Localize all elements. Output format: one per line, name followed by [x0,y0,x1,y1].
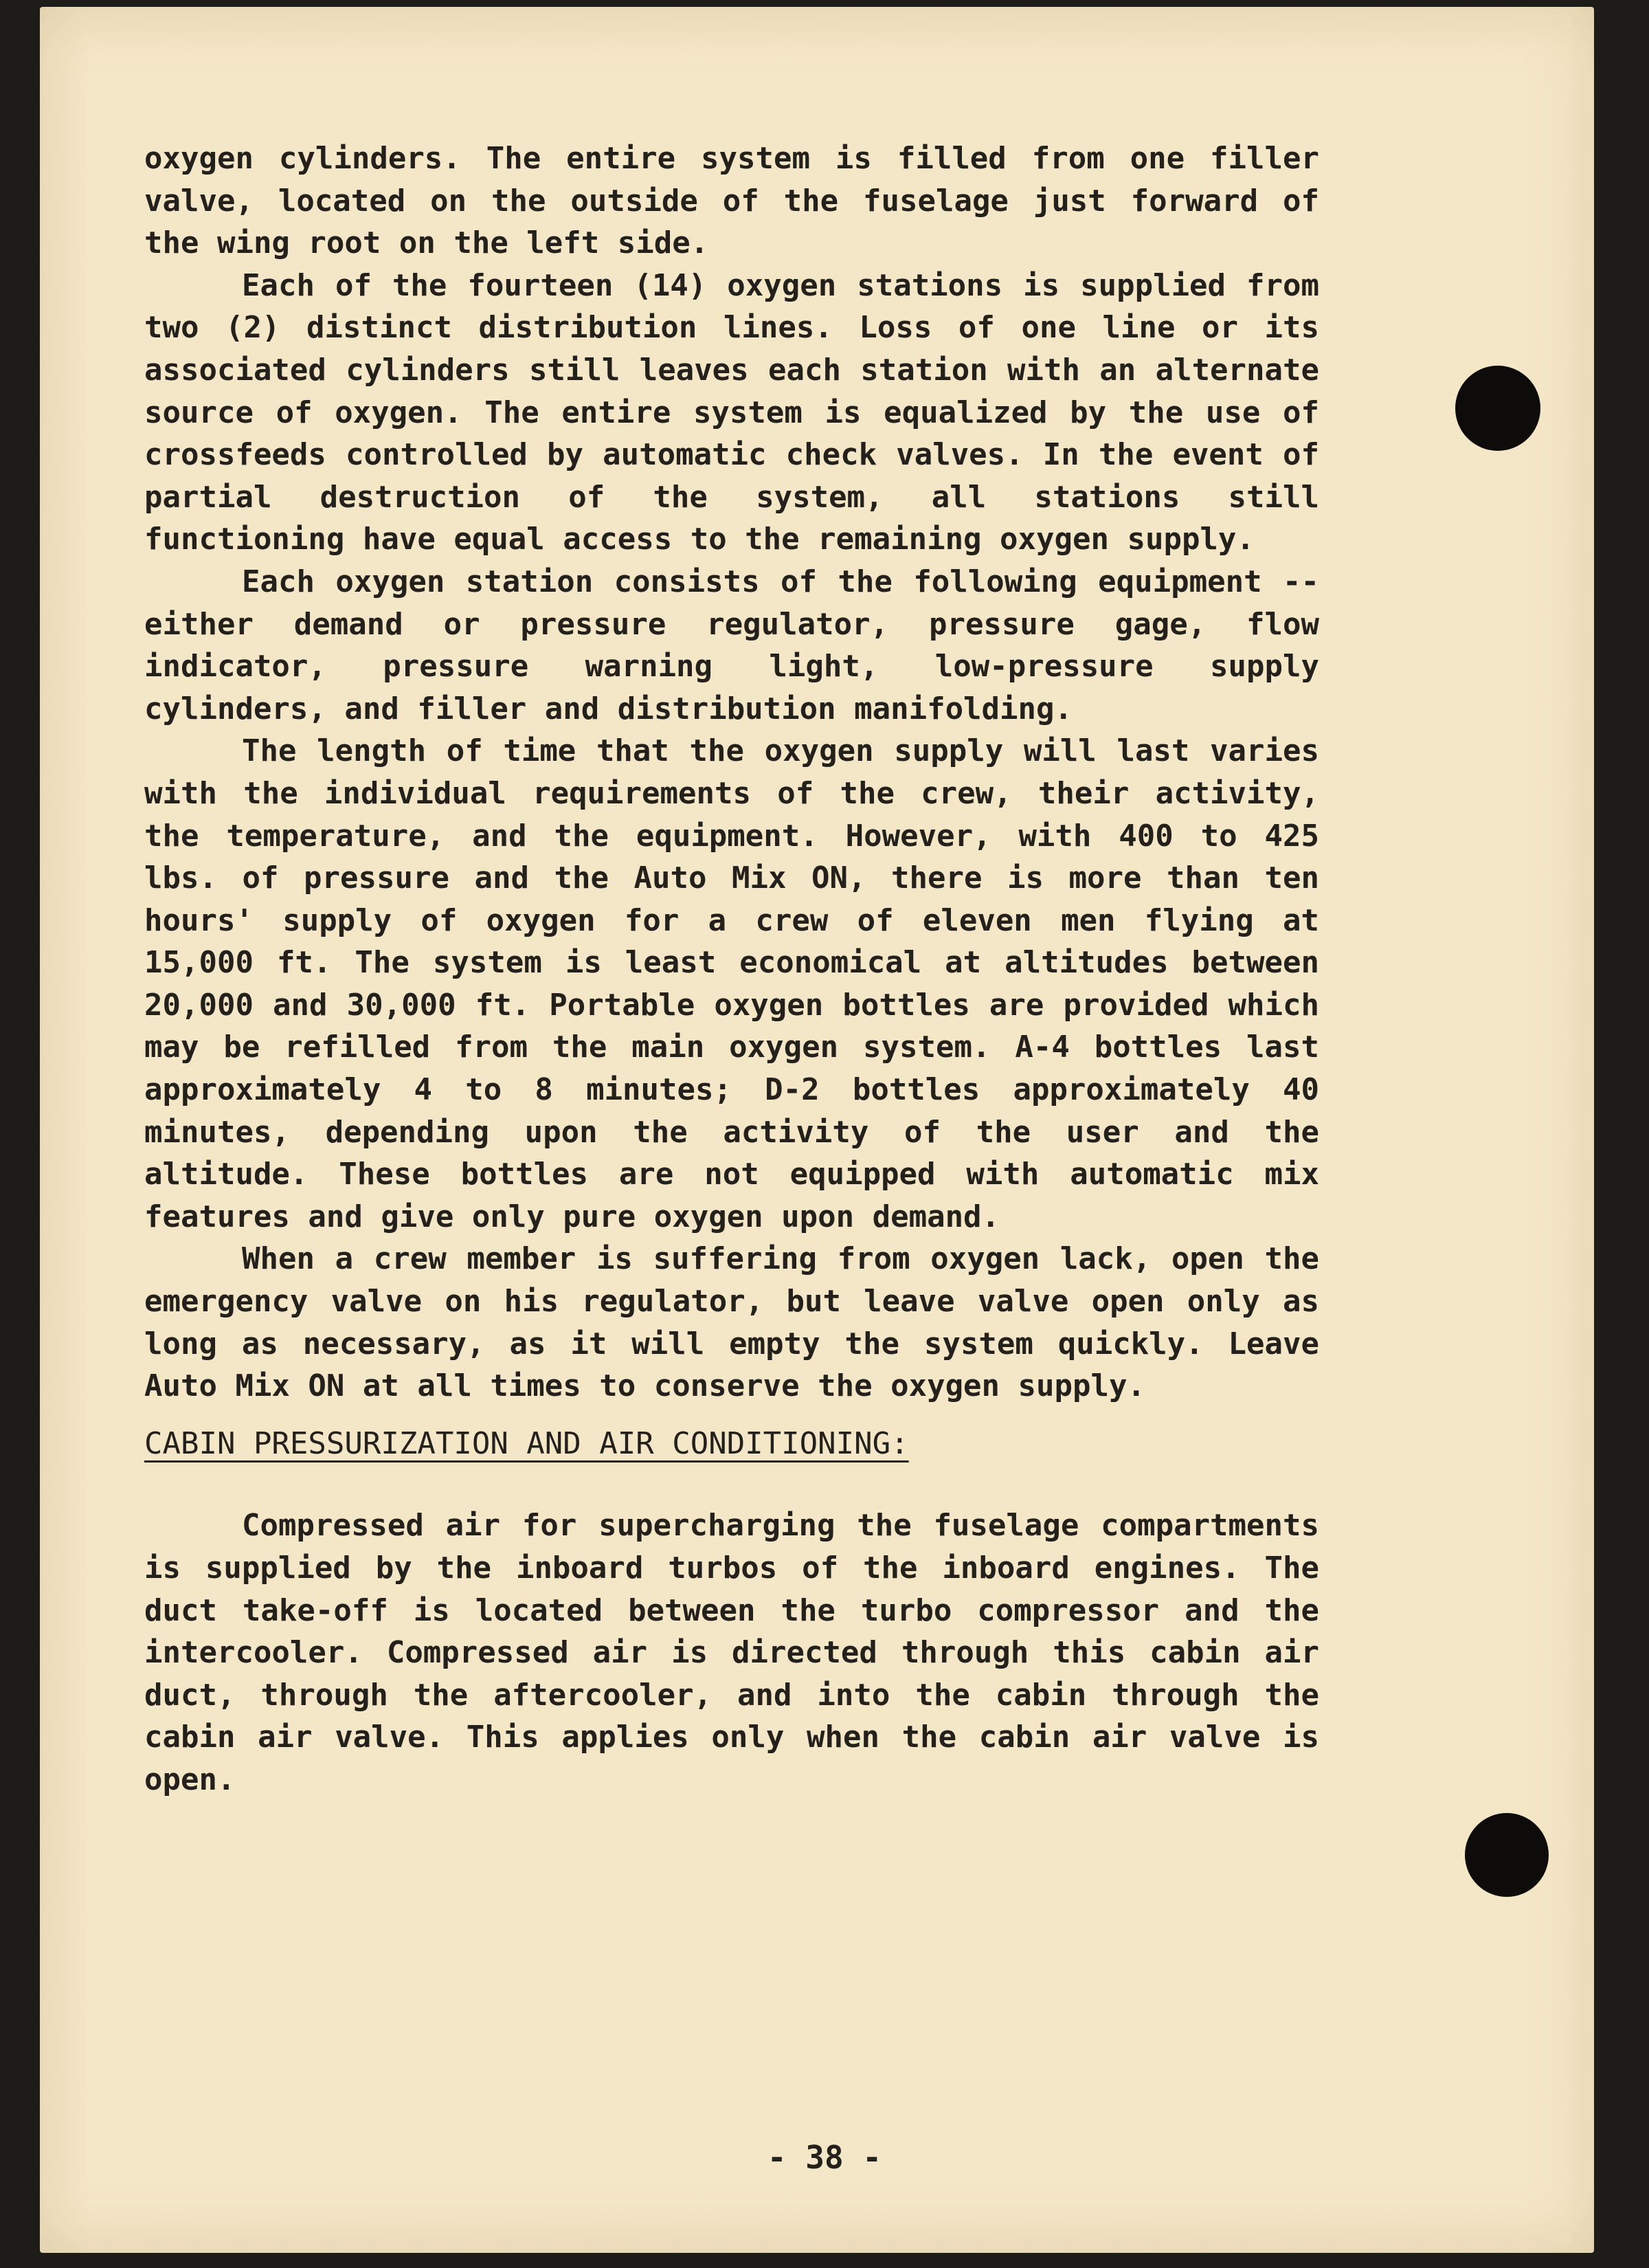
paragraph-compressed-air: Compressed air for supercharging the fuselage compartments is supplied by the inboard turbos of the inboard engines. The duct take-off is located between the turbo compressor and the intercooler. Compressed air is directed through this cabin air duct, through the aftercooler, and into the cabin through the cabin air valve. This applies only when the cabin air valve is open. [144,1508,1319,1797]
paragraph-oxygen-stations: Each of the fourteen (14) oxygen stations is supplied from two (2) distinct distribution lines. Loss of one line or its associated cylinders still leaves each station with an alternate source of oxygen. The entire system is equalized by the use of crossfeeds controlled by automatic check valves. In the event of partial destruction of the system, all stations still functioning have equal access to the remaining oxygen supply. [144,267,1319,557]
page-body [144,137,1319,1801]
punch-hole-top [1455,366,1540,451]
paragraph-oxygen-filler: oxygen cylinders. The entire system is filled from one filler valve, located on the outside of the fuselage just forward of the wing root on the left side. [144,141,1319,261]
page-number: - 38 - [767,2139,882,2176]
paragraph-station-equipment: Each oxygen station consists of the following equipment -- either demand or pressure regulator, pressure gage, flow indicator, pressure warning light, low-pressure supply cylinders, and filler and distribution manifolding. [144,564,1319,726]
section-heading-cabin-pressurization: CABIN PRESSURIZATION AND AIR CONDITIONING: [144,1425,909,1461]
paragraph-oxygen-lack: When a crew member is suffering from oxygen lack, open the emergency valve on his regulator, but leave valve open only as long as necessary, as it will empty the system quickly. Leave Auto Mix ON at all times to conserve the oxygen supply. [144,1241,1319,1404]
punch-hole-bottom [1465,1813,1549,1897]
paragraph-oxygen-duration: The length of time that the oxygen supply will last varies with the individual requirements of the crew, their activity, the temperature, and the equipment. However, with 400 to 425 lbs. of pressure and the Auto Mix ON, there is more than ten hours' supply of oxygen for a crew of eleven men flying at 15,000 ft. The system is least economical at altitudes between 20,000 and 30,000 ft. Portable oxygen bottles are provided which may be refilled from the main oxygen system. A-4 bottles last approximately 4 to 8 minutes; D-2 bottles approximately 40 minutes, depending upon the activity of the user and the altitude. These bottles are not equipped with automatic mix features and give only pure oxygen upon demand. [144,733,1319,1234]
